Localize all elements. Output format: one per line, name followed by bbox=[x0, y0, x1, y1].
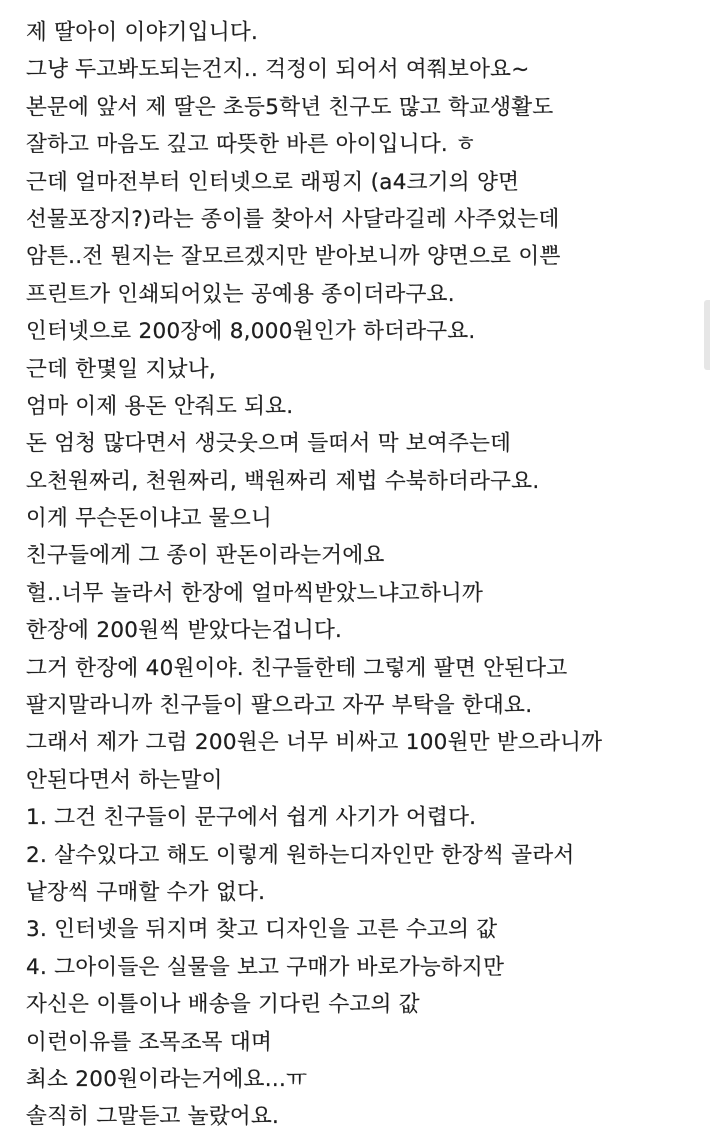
text-line: 이게 무슨돈이냐고 물으니 bbox=[26, 506, 273, 532]
text-line: 돈 엄청 많다면서 생긋웃으며 들떠서 막 보여주는데 bbox=[26, 431, 512, 457]
text-line: 그거 한장에 40원이야. 친구들한테 그렇게 팔면 안된다고 bbox=[26, 655, 568, 681]
text-line: 자신은 이틀이나 배송을 기다린 수고의 값 bbox=[26, 992, 420, 1018]
text-line: 낱장씩 구매할 수가 없다. bbox=[26, 879, 266, 905]
text-line: 근데 얼마전부터 인터넷으로 래핑지 (a4크기의 양면 bbox=[26, 169, 520, 195]
text-line: 4. 그아이들은 실물을 보고 구매가 바로가능하지만 bbox=[26, 954, 505, 980]
text-line: 오천원짜리, 천원짜리, 백원짜리 제법 수북하더라구요. bbox=[26, 468, 540, 494]
text-line: 근데 한몇일 지났나, bbox=[26, 356, 216, 382]
text-line: 잘하고 마음도 깊고 따뜻한 바른 아이입니다. ㅎ bbox=[26, 132, 477, 158]
text-line: 그냥 두고봐도되는건지.. 걱정이 되어서 여쭤보아요~ bbox=[26, 57, 530, 83]
text-line: 암튼..전 뭔지는 잘모르겠지만 받아보니까 양면으로 이쁜 bbox=[26, 244, 561, 270]
text-line: 선물포장지?)라는 종이를 찾아서 사달라길레 사주었는데 bbox=[26, 206, 560, 232]
text-line: 1. 그건 친구들이 문구에서 쉽게 사기가 어렵다. bbox=[26, 805, 477, 831]
text-line: 2. 살수있다고 해도 이렇게 원하는디자인만 한장씩 골라서 bbox=[26, 842, 575, 868]
text-line: 프린트가 인쇄되어있는 공예용 종이더라구요. bbox=[26, 281, 455, 307]
text-line: 본문에 앞서 제 딸은 초등5학년 친구도 많고 학교생활도 bbox=[26, 94, 554, 120]
text-line: 이런이유를 조목조목 대며 bbox=[26, 1029, 273, 1055]
text-line: 인터넷으로 200장에 8,000원인가 하더라구요. bbox=[26, 319, 476, 345]
text-line: 엄마 이제 용돈 안줘도 되요. bbox=[26, 393, 294, 419]
scrollbar-thumb[interactable] bbox=[704, 300, 710, 370]
text-line: 헐..너무 놀라서 한장에 얼마씩받았느냐고하니까 bbox=[26, 580, 484, 606]
text-line: 그래서 제가 그럼 200원은 너무 비싸고 100원만 받으라니까 bbox=[26, 730, 603, 756]
text-line: 팔지말라니까 친구들이 팔으라고 자꾸 부탁을 한대요. bbox=[26, 693, 533, 719]
text-line: 친구들에게 그 종이 판돈이라는거에요 bbox=[26, 543, 385, 569]
text-line: 안된다면서 하는말이 bbox=[26, 767, 223, 793]
text-line: 솔직히 그말듣고 놀랐어요. bbox=[26, 1104, 280, 1130]
text-line: 제 딸아이 이야기입니다. bbox=[26, 20, 259, 45]
text-line: 최소 200원이라는거에요...ㅠ bbox=[26, 1066, 308, 1092]
text-line: 3. 인터넷을 뒤지며 찾고 디자인을 고른 수고의 값 bbox=[26, 917, 498, 943]
text-line: 한장에 200원씩 받았다는겁니다. bbox=[26, 618, 343, 644]
post-text bbox=[26, 14, 680, 1133]
